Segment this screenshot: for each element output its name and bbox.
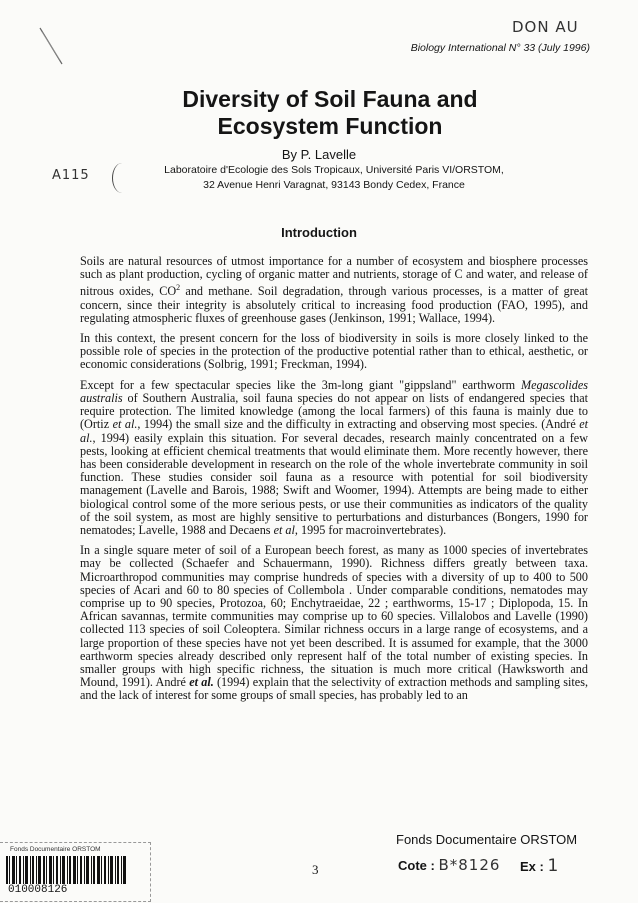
species-name: Megascolides australis	[80, 377, 588, 405]
article-body	[80, 255, 588, 710]
cote-handwritten: B*8126	[438, 856, 501, 874]
paragraph-1	[80, 255, 588, 325]
p1-text-a: Soils are natural resources of utmost importance for a number of ecosystem and biosphere processes such as plant production, cycling of organic matter and nutrients, storage of C and water, and release of nitrous oxides, CO	[80, 254, 588, 299]
cote-label: Cote :	[398, 858, 435, 873]
page-number: 3	[312, 862, 319, 877]
affiliation-bracket	[112, 163, 123, 193]
affiliation-line-1: Laboratoire d'Ecologie des Sols Tropicaux, Université Paris VI/ORSTOM,	[164, 164, 504, 176]
affiliation	[124, 163, 544, 193]
ex-handwritten: 1	[547, 856, 560, 876]
pencil-stroke-mark	[20, 20, 70, 70]
affiliation-line-2: 32 Avenue Henri Varagnat, 93143 Bondy Cedex, France	[203, 179, 465, 191]
article-title	[100, 86, 560, 140]
p3-text-e: , 1995 for macroinvertebrates).	[294, 522, 447, 537]
title-line-1: Diversity of Soil Fauna and	[182, 86, 478, 112]
stamp-label: Fonds Documentaire ORSTOM	[10, 846, 101, 853]
journal-reference: Biology International N° 33 (July 1996)	[410, 42, 590, 54]
paragraph-3	[80, 379, 588, 537]
handwritten-annotation-top: DON AU	[512, 18, 579, 36]
ex-label: Ex :	[520, 859, 544, 874]
ex-field	[520, 856, 559, 876]
cote-field	[398, 856, 500, 874]
p1-text-b: and methane. Soil degradation, through various processes, is a matter of great concern, since their integrity is absolutely critical to increasing food production (FAO, 1995), and regulating atmospheric fluxes of greenhouse gases (Jenkinson, 1991; Wallace, 1994).	[80, 284, 588, 325]
paragraph-2: In this context, the present concern for the loss of biodiversity in soils is more closely linked to the possible role of species in the protection of the productive potential rather than to ethical, aesthetic, or economic considerations (Solbrig, 1991; Freckman, 1994).	[80, 331, 588, 372]
p4-text-a: In a single square meter of soil of a European beech forest, as many as 1000 species of invertebrates may be collected (Schaefer and Schauermann, 1990). Richness differs greatly between taxa. Microarthropod communities may comprise hundreds of species with a diversity of up to 400 to 500 species of Acari and 60 to 80 species of Collembola . Under comparable conditions, nematodes may comprise up to 90 species, Protozoa, 60; Enchytraeidae, 22 ; earthworms, 15-17 ; Diplopoda, 15. In African savannas, termite communities may comprise up to 60 species. Villalobos and Lavelle (1990) collected 113 species of soil Coleoptera. Similar richness occurs in a large range of ecosystems, and a large proportion of these species have not yet been described. It is assumed for example, that the 3000 earthworm species already described only represent half of the total number of existing species. In smaller groups with high specific richness, the situation is much more critical (Hawksworth and Mound, 1991). André	[80, 543, 588, 690]
author-byline: By P. Lavelle	[281, 147, 357, 162]
p3-text-a: Except for a few spectacular species like the 3m-long giant "gippsland" earthworm	[80, 377, 521, 392]
p1-superscript: 2	[176, 283, 181, 293]
p4-text-b: (1994) explain that the selectivity of extraction methods and sampling sites, and the lack of interest for some groups of small species, has probably led to an	[80, 675, 588, 703]
p3-text-b: of Southern Australia, soil fauna species do not appear on lists of endangered species that require protection. The limited knowledge (among the local farmers) of this fauna is mainly due to (Ortiz	[80, 390, 588, 432]
title-line-2: Ecosystem Function	[217, 113, 443, 139]
p3-text-d: , 1994) easily explain this situation. For several decades, research mainly concentrated on a few pests, looking at efficient chemical treatments that would eliminate them. More recently however, there has been considerable development in research on the role of the whole invertebrate community in soil function. These studies consider soil fauna as a resource with potential for soil biodiversity management (Lavelle and Barois, 1988; Swift and Woomer, 1994). Attempts are being made to either biological control some of the more serious pests, or use their communities as indicators of the quality of the soil system, as most are highly sensitive to perturbations and disturbances (Bongers, 1990 for nematodes; Lavelle, 1988 and Decaens	[80, 430, 588, 537]
citation-etal: et al.	[80, 417, 588, 445]
p3-text-c: , 1994) the small size and the difficulty in extracting and observing most species. (André	[137, 417, 580, 432]
barcode	[6, 856, 126, 884]
citation-etal: et al.	[189, 675, 214, 690]
handwritten-margin-note: A115	[52, 168, 90, 183]
fonds-documentaire-label: Fonds Documentaire ORSTOM	[396, 832, 578, 847]
paragraph-4	[80, 544, 588, 702]
citation-etal: et al	[273, 522, 295, 537]
section-heading: Introduction	[281, 225, 357, 240]
barcode-number: 010008126	[8, 884, 68, 896]
citation-etal: et al.	[112, 417, 138, 432]
